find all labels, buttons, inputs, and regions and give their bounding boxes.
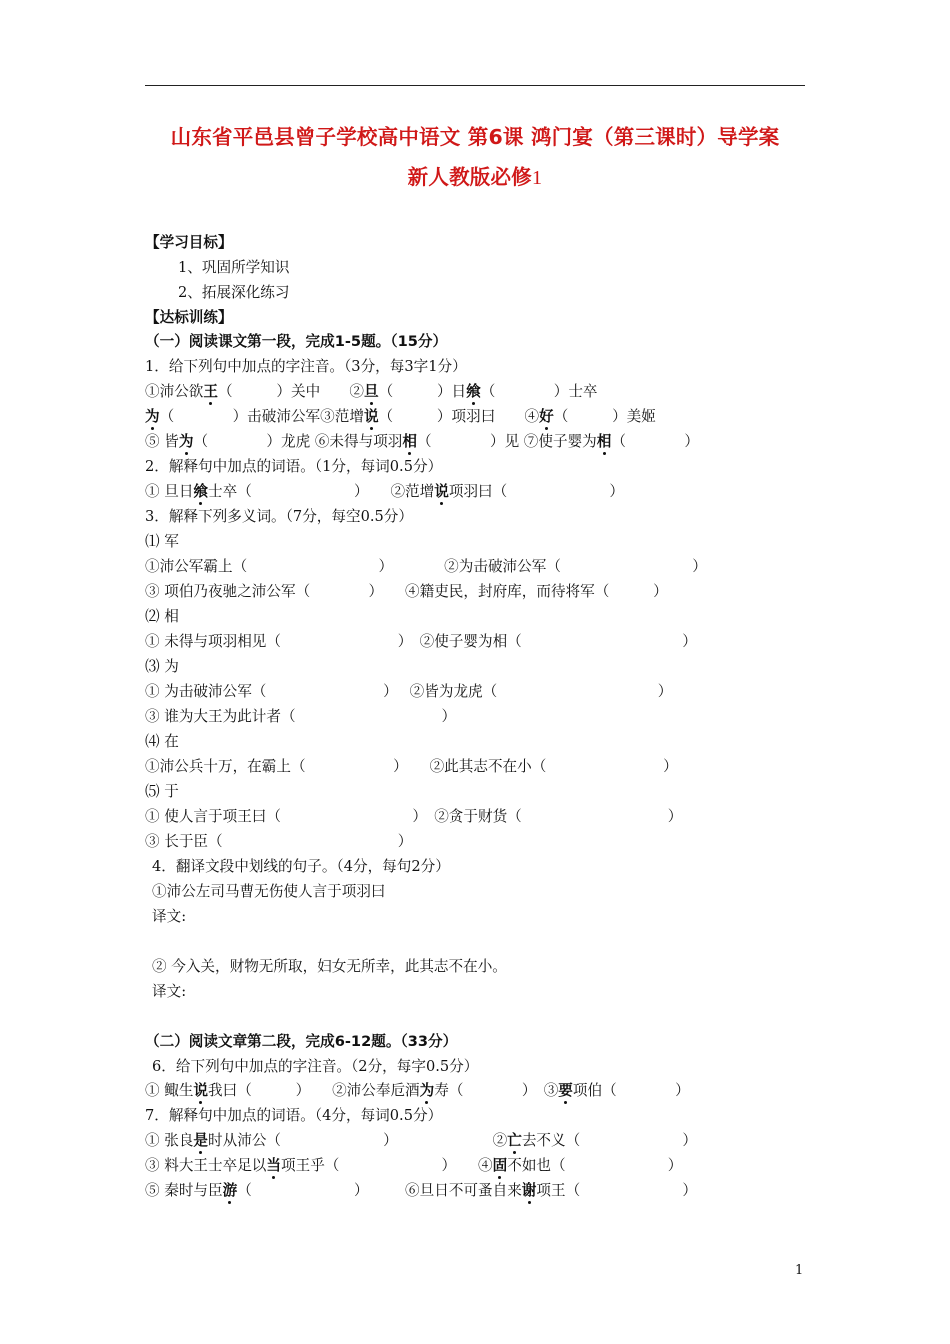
line-text: 译文:: [152, 908, 187, 925]
worksheet-line: [145, 782, 179, 802]
document-title-text: 新人教版必修: [407, 165, 532, 189]
emphasized-character: 相: [402, 433, 417, 450]
worksheet-line: [145, 482, 624, 502]
emphasized-character: 为: [419, 1082, 435, 1099]
line-text: 【达标训练】: [145, 309, 233, 326]
line-text: ① 鲰生: [145, 1082, 194, 1099]
line-text: （ ） ⑥旦日不可蚤自来: [237, 1182, 522, 1199]
line-text: 2、拓展深化练习: [178, 284, 290, 301]
worksheet-line: [145, 1081, 690, 1101]
line-text: ③ 项伯乃夜驰之沛公军（ ） ④籍吏民，封府库，而待将军（ ）: [145, 583, 668, 600]
line-text: ① 使人言于项王曰（ ） ②贪于财货（ ）: [145, 808, 683, 825]
worksheet-line: [178, 258, 289, 278]
line-text: （ ）: [611, 433, 699, 450]
line-text: 不如也（ ）: [507, 1157, 683, 1174]
line-text: 项王（ ）: [536, 1182, 697, 1199]
line-text: ① 未得与项羽相见（ ） ②使子婴为相（ ）: [145, 633, 697, 650]
line-text: 去不义（ ）: [521, 1132, 697, 1149]
worksheet-line: [145, 382, 598, 402]
worksheet-line: [145, 407, 656, 427]
worksheet-line: [145, 707, 456, 727]
line-text: 1、巩固所学知识: [178, 259, 290, 276]
worksheet-line: [145, 1181, 697, 1201]
emphasized-character: 为: [145, 408, 160, 425]
worksheet-line: [145, 1156, 682, 1176]
line-text: （ ）士卒: [480, 383, 598, 400]
line-text: （ ）见 ⑦使子婴为: [417, 433, 597, 450]
line-text: （ ）日: [378, 383, 467, 400]
line-text: ① 旦日: [145, 483, 194, 500]
worksheet-line: [145, 432, 699, 452]
worksheet-line: [145, 332, 447, 352]
page-number: 1: [795, 1263, 804, 1278]
worksheet-line: [145, 832, 412, 852]
worksheet-line: [145, 732, 179, 752]
worksheet-line: [145, 1106, 442, 1126]
line-text: ② 今入关，财物无所取，妇女无所幸，此其志不在小。: [152, 958, 507, 975]
worksheet-line: [145, 457, 442, 477]
line-text: ①沛公军霸上（ ） ②为击破沛公军（ ）: [145, 558, 707, 575]
line-text: 7．解释句中加点的词语。（4分，每词0.5分）: [145, 1107, 443, 1124]
worksheet-line: [152, 882, 386, 902]
worksheet-line: [145, 1032, 457, 1052]
header-rule: [145, 85, 805, 86]
emphasized-character: 说: [434, 483, 449, 500]
line-text: 译文:: [152, 983, 187, 1000]
emphasized-character: 谢: [521, 1182, 537, 1199]
worksheet-line: [145, 233, 233, 253]
line-text: 项伯（ ）: [572, 1082, 690, 1099]
document-title-line2: [0, 160, 950, 190]
emphasized-character: 固: [492, 1157, 508, 1174]
line-text: ①沛公兵十万，在霸上（ ） ②此其志不在小（ ）: [145, 758, 678, 775]
line-text: ①沛公左司马曹无伤使人言于项羽曰: [152, 883, 386, 900]
line-text: （二）阅读文章第二段，完成6-12题。（33分）: [145, 1033, 458, 1050]
worksheet-line: [145, 807, 682, 827]
line-text: ⑶ 为: [145, 658, 179, 675]
emphasized-character: 相: [596, 433, 612, 450]
worksheet-line: [145, 357, 467, 377]
line-text: 我曰（ ） ②沛公奉卮酒: [208, 1082, 420, 1099]
line-text: 时从沛公（ ） ②: [208, 1132, 508, 1149]
emphasized-character: 说: [363, 408, 379, 425]
worksheet-line: [152, 857, 450, 877]
worksheet-line: [152, 1057, 478, 1077]
emphasized-character: 亡: [507, 1132, 522, 1149]
worksheet-line: [145, 582, 668, 602]
line-text: 项王乎（ ） ④: [281, 1157, 493, 1174]
emphasized-character: 是: [193, 1132, 209, 1149]
worksheet-line: [152, 907, 186, 927]
worksheet-line: [152, 957, 507, 977]
line-text: ⑤ 秦时与臣: [145, 1182, 223, 1199]
emphasized-character: 好: [539, 408, 554, 425]
line-text: ⑤ 皆: [145, 433, 179, 450]
line-text: 寿（ ） ③: [434, 1082, 559, 1099]
worksheet-line: [145, 532, 179, 552]
line-text: （ ）龙虎 ⑥未得与项羽: [193, 433, 403, 450]
emphasized-character: 游: [222, 1182, 238, 1199]
line-text: ⑷ 在: [145, 733, 179, 750]
line-text: 1．给下列句中加点的字注音。（3分，每3字1分）: [145, 358, 467, 375]
line-text: ① 张良: [145, 1132, 194, 1149]
emphasized-character: 旦: [363, 383, 379, 400]
line-text: 2．解释句中加点的词语。（1分，每词0.5分）: [145, 458, 443, 475]
worksheet-line: [152, 982, 186, 1002]
line-text: ⑴ 军: [145, 533, 179, 550]
worksheet-line: [145, 1131, 697, 1151]
line-text: ③ 长于臣（ ）: [145, 833, 413, 850]
worksheet-line: [145, 682, 672, 702]
emphasized-character: 飨: [193, 483, 209, 500]
line-text: （ ）关中 ②: [218, 383, 364, 400]
line-text: 6．给下列句中加点的字注音。（2分，每字0.5分）: [152, 1058, 479, 1075]
line-text: 项羽曰（ ）: [448, 483, 624, 500]
worksheet-line: [145, 507, 413, 527]
worksheet-line: [145, 308, 233, 328]
line-text: （ ）击破沛公军③范增: [159, 408, 364, 425]
worksheet-line: [145, 607, 179, 627]
line-text: ⑵ 相: [145, 608, 179, 625]
emphasized-character: 飨: [466, 383, 481, 400]
line-text: ③ 谁为大王为此计者（ ）: [145, 708, 457, 725]
document-title-number: 1: [531, 167, 543, 189]
worksheet-line: [178, 283, 289, 303]
line-text: （一）阅读课文第一段，完成1-5题。（15分）: [145, 333, 448, 350]
line-text: （ ）项羽曰 ④: [378, 408, 540, 425]
line-text: 4．翻译文段中划线的句子。（4分，每句2分）: [152, 858, 450, 875]
emphasized-character: 王: [203, 383, 218, 400]
line-text: 【学习目标】: [145, 234, 233, 251]
emphasized-character: 当: [266, 1157, 281, 1174]
line-text: 3．解释下列多义词。（7分，每空0.5分）: [145, 508, 413, 525]
worksheet-line: [145, 557, 707, 577]
document-title-line1: 山东省平邑县曾子学校高中语文 第6课 鸿门宴（第三课时）导学案: [170, 125, 780, 149]
emphasized-character: 为: [178, 433, 194, 450]
emphasized-character: 要: [558, 1082, 573, 1099]
line-text: ⑸ 于: [145, 783, 179, 800]
worksheet-line: [145, 757, 678, 777]
line-text: ①沛公欲: [145, 383, 204, 400]
worksheet-line: [145, 657, 179, 677]
line-text: 士卒（ ） ②范增: [208, 483, 435, 500]
worksheet-line: [145, 632, 697, 652]
line-text: （ ）美姬: [553, 408, 656, 425]
line-text: ③ 料大王士卒足以: [145, 1157, 267, 1174]
line-text: ① 为击破沛公军（ ） ②皆为龙虎（ ）: [145, 683, 673, 700]
emphasized-character: 说: [193, 1082, 209, 1099]
